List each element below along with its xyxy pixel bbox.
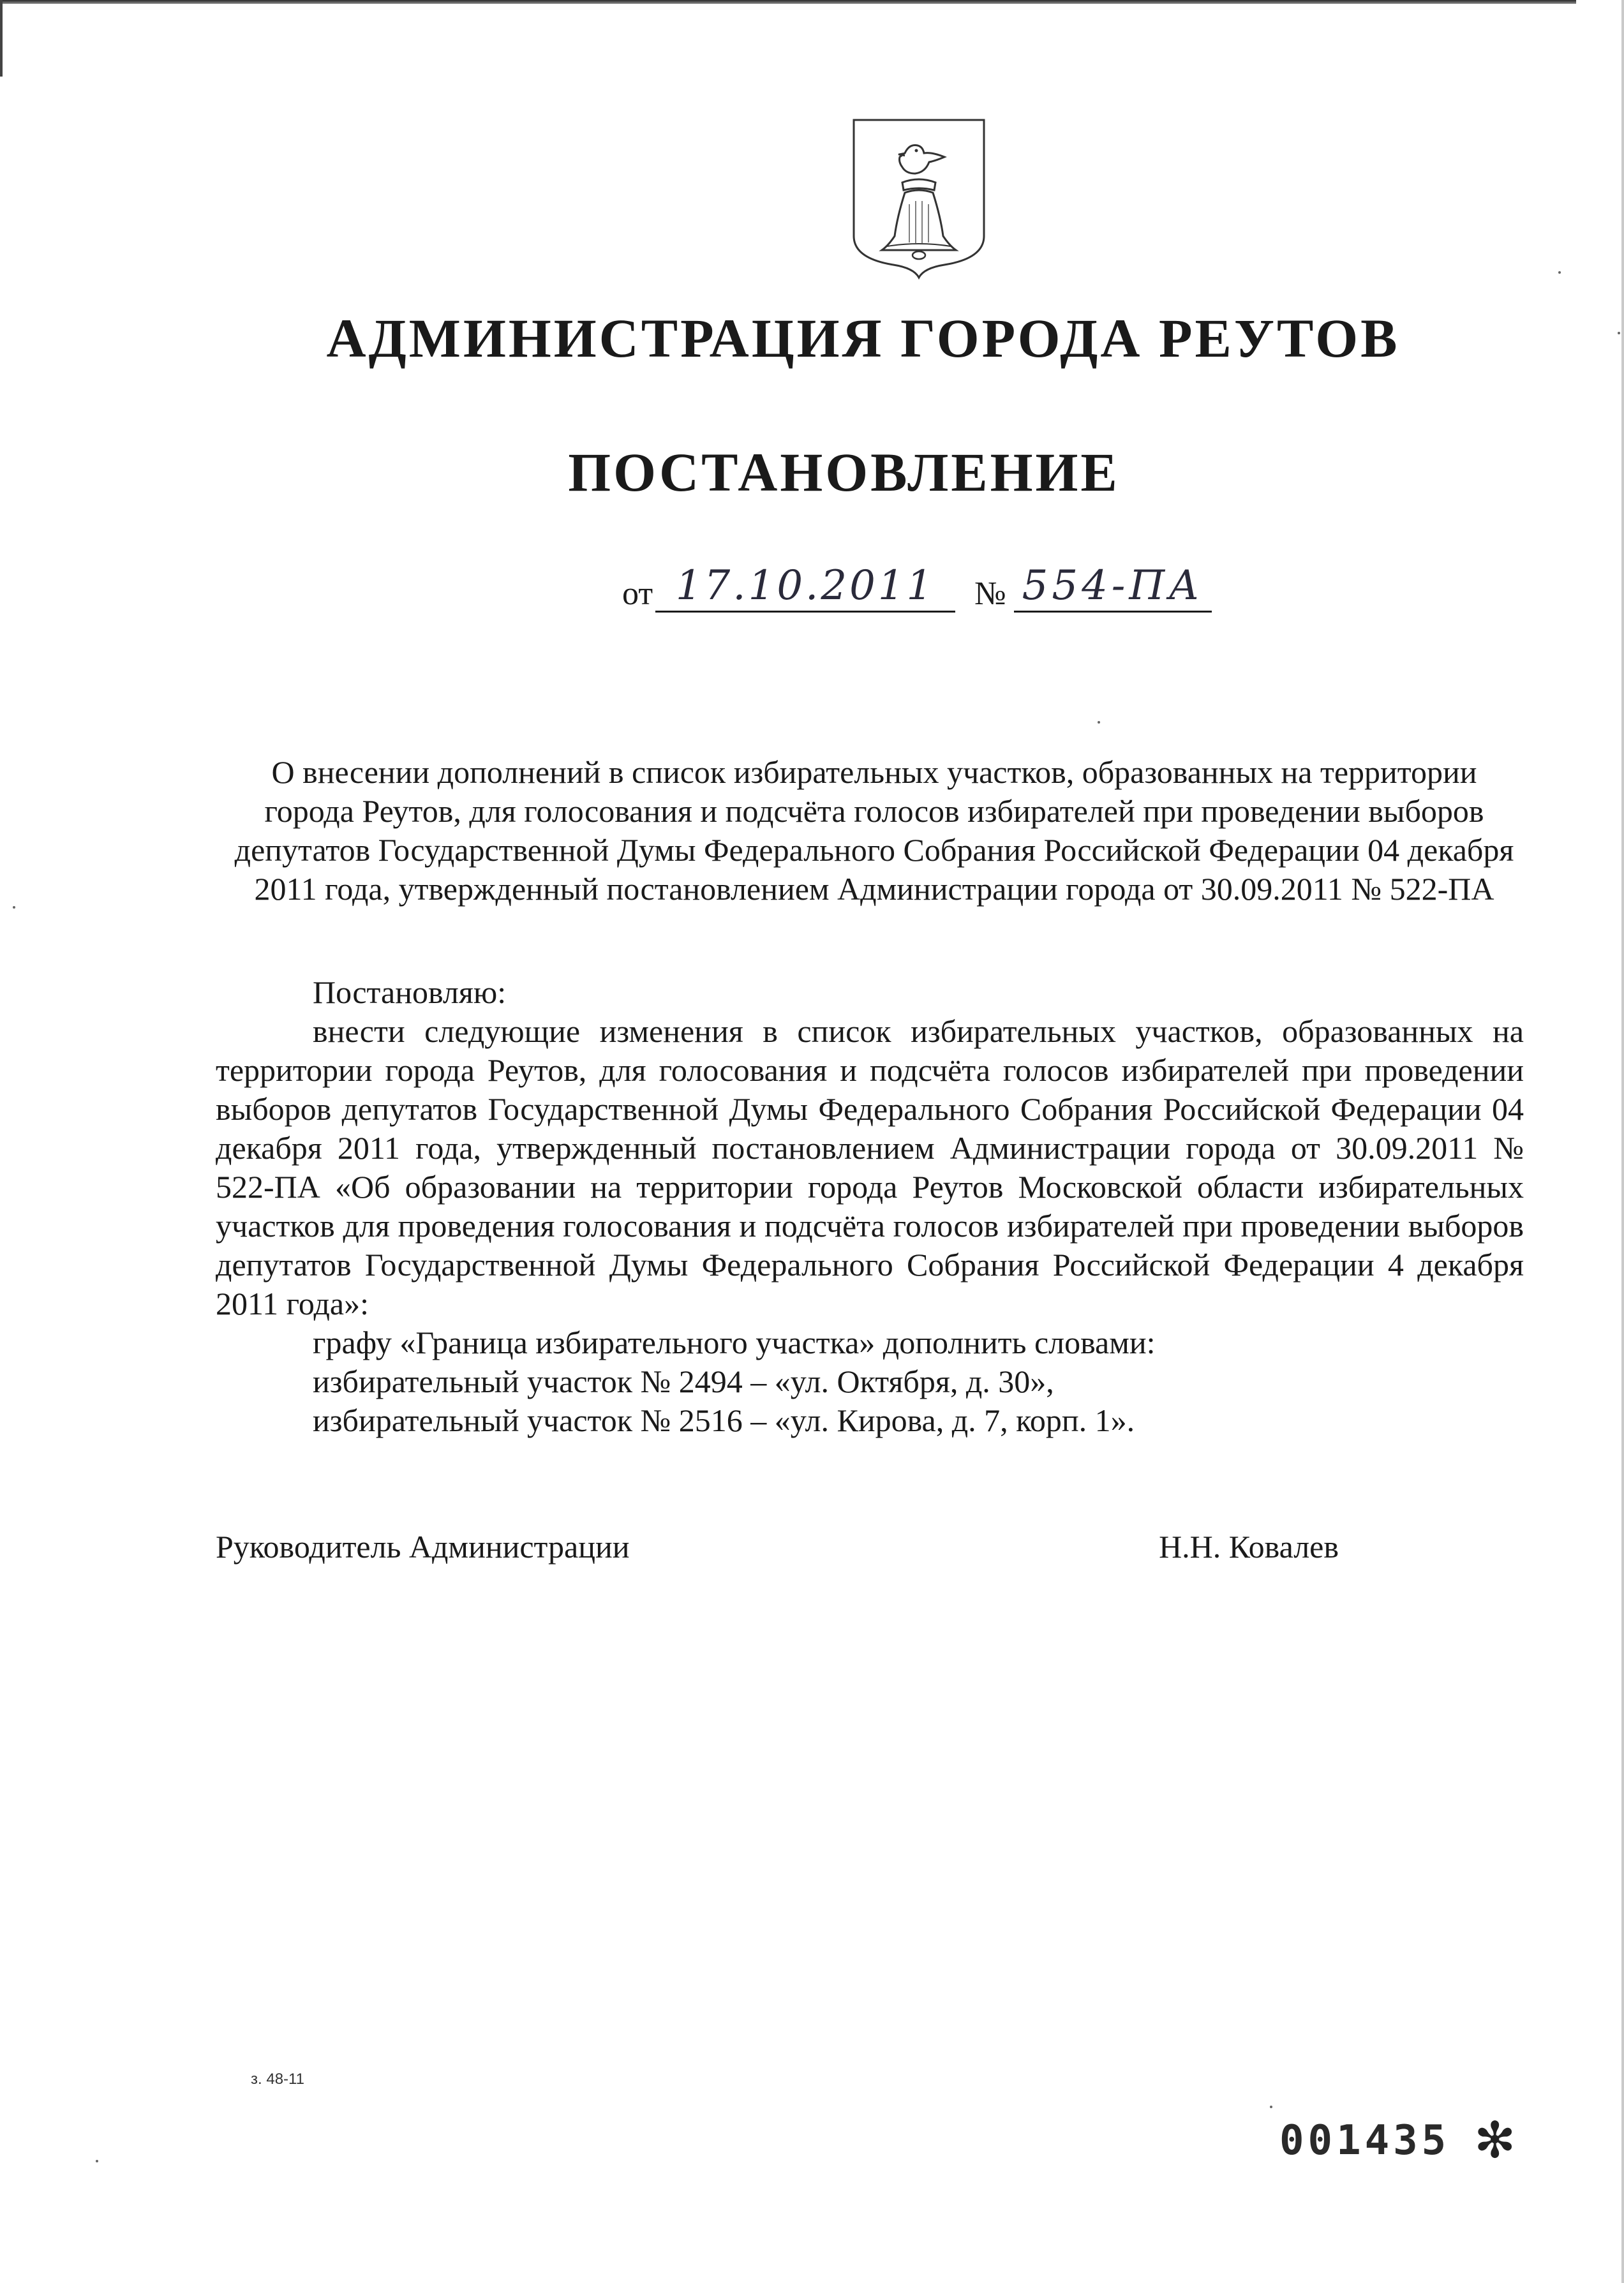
scan-edge-top — [0, 0, 1576, 4]
signatory-position: Руководитель Администрации — [216, 1529, 630, 1565]
signatory-name: Н.Н. Ковалев — [1159, 1529, 1339, 1565]
scan-speck — [96, 2160, 98, 2162]
scan-edge-left — [0, 0, 3, 77]
scan-speck — [13, 906, 15, 909]
resolution-word: Постановляю: — [313, 974, 507, 1010]
document-date: 17.10.2011 — [655, 563, 955, 613]
signature-block — [216, 1528, 1339, 1565]
subject-line: депутатов Государственной Думы Федерального Собрания Российской Федерации 04 декабря — [234, 832, 1514, 868]
scan-speck — [1098, 721, 1100, 724]
scan-speck — [1618, 332, 1620, 334]
document-body — [216, 973, 1524, 1440]
coat-of-arms-icon — [849, 115, 989, 281]
form-code: з. 48-11 — [251, 2071, 304, 2088]
instruction-line: графу «Граница избирательного участка» дополнить словами: — [313, 1325, 1156, 1360]
polling-station-item: избирательный участок № 2516 – «ул. Кирова, д. 7, корп. 1». — [313, 1402, 1135, 1438]
scan-speck — [1558, 271, 1561, 274]
subject-line: города Реутов, для голосования и подсчёта голосов избирателей при проведении выборов — [264, 793, 1484, 829]
subject-line: О внесении дополнений в список избирательных участков, образованных на территории — [271, 754, 1477, 790]
date-label: от — [622, 576, 653, 612]
document-meta — [622, 555, 1212, 613]
serial-mark-icon: ✻ — [1474, 2112, 1516, 2169]
polling-station-item: избирательный участок № 2494 – «ул. Октября, д. 30», — [313, 1364, 1054, 1399]
number-label: № — [974, 576, 1006, 612]
serial-number: 001435 — [1279, 2117, 1450, 2164]
document-type-title: ПОСТАНОВЛЕНИЕ — [568, 442, 1120, 503]
document-number: 554-ПА — [1014, 563, 1212, 613]
main-paragraph: внести следующие изменения в список избирательных участков, образованных на территории города Реутов, для голосования и подсчёта голосов избирателей при проведении выборов депутатов Государственной Думы Федерального Собрания Российской Федерации 04 декабря 2011 года, утвержденный постановлением Администрации города от 30.09.2011 № 522-ПА «Об образовании на территории города Реутов Московской области избирательных участков для проведения голосования и подсчёта голосов избирателей при проведении выборов депутатов Государственной Думы Федерального Собрания Российской Федерации 4 декабря 2011 года»: — [216, 1013, 1524, 1321]
subject-line: 2011 года, утвержденный постановлением Администрации города от 30.09.2011 № 522-ПА — [254, 871, 1494, 907]
document-subject — [217, 753, 1531, 909]
organization-title: АДМИНИСТРАЦИЯ ГОРОДА РЕУТОВ — [326, 308, 1400, 369]
scan-speck — [1270, 2106, 1272, 2108]
